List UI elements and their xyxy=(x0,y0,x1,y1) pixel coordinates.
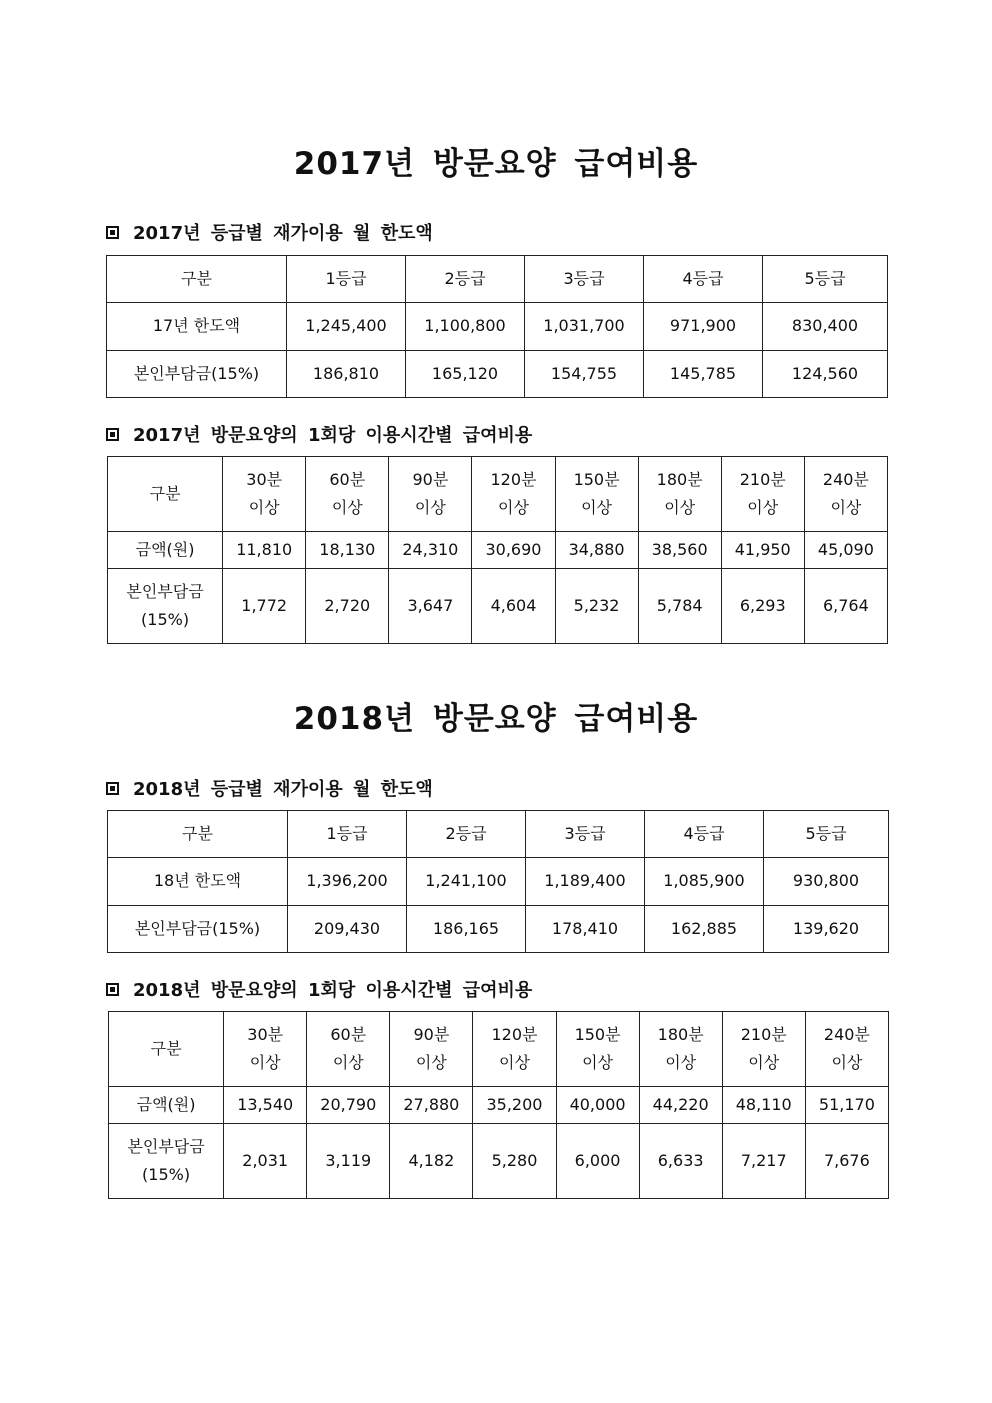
time-label: 240분 xyxy=(823,1024,870,1044)
table-cell xyxy=(804,457,887,532)
table-cell: 3,119 xyxy=(307,1124,390,1199)
table-row xyxy=(108,457,888,532)
table-cell: 5,280 xyxy=(473,1124,556,1199)
table-cell: 178,410 xyxy=(526,905,645,952)
table-cell: 186,810 xyxy=(287,350,406,397)
time-suffix: 이상 xyxy=(830,497,862,517)
time-label: 150분 xyxy=(574,1024,621,1044)
table-row xyxy=(108,858,889,905)
table-cell: 20,790 xyxy=(307,1086,390,1124)
table-cell: 4,182 xyxy=(390,1124,473,1199)
table-row xyxy=(107,256,888,303)
table-cell xyxy=(556,1012,639,1087)
table-cell xyxy=(721,457,804,532)
table-cell: 본인부담금(15%) xyxy=(108,905,288,952)
table-cell: 1등급 xyxy=(287,256,406,303)
table-cell: 186,165 xyxy=(407,905,526,952)
table-cell xyxy=(109,1124,224,1199)
table-cell: 6,764 xyxy=(804,569,887,644)
table-cell xyxy=(472,457,555,532)
table-row xyxy=(109,1124,889,1199)
table-cell: 3등급 xyxy=(525,256,644,303)
table-cell xyxy=(224,1012,307,1087)
table-cell: 2등급 xyxy=(406,256,525,303)
table-cell: 구분 xyxy=(108,811,288,858)
table-cell xyxy=(307,1012,390,1087)
table-cell xyxy=(389,457,472,532)
table-cell: 971,900 xyxy=(644,303,763,350)
table-cell: 124,560 xyxy=(763,350,888,397)
table-cell: 209,430 xyxy=(288,905,407,952)
table-cell: 930,800 xyxy=(764,858,889,905)
page-title-2018: 2018년 방문요양 급여비용 xyxy=(293,701,699,737)
time-label: 60분 xyxy=(330,1024,367,1044)
table-cell: 40,000 xyxy=(556,1086,639,1124)
table-cell: 본인부담금(15%) xyxy=(107,350,287,397)
table-cell: 6,000 xyxy=(556,1124,639,1199)
table-cell: 2,031 xyxy=(224,1124,307,1199)
time-label: 90분 xyxy=(413,1024,450,1044)
time-suffix: 이상 xyxy=(415,1052,447,1072)
time-suffix: 이상 xyxy=(665,1052,697,1072)
time-table-2018 xyxy=(108,1011,889,1199)
table-cell: 1등급 xyxy=(288,811,407,858)
square-bullet-icon xyxy=(106,983,119,996)
time-suffix: 이상 xyxy=(498,497,529,517)
table-cell: 7,676 xyxy=(805,1124,888,1199)
time-suffix: 이상 xyxy=(581,497,613,517)
time-label: 30분 xyxy=(247,1024,284,1044)
table-cell: 4등급 xyxy=(645,811,764,858)
time-suffix: 이상 xyxy=(748,1052,780,1072)
table-cell xyxy=(473,1012,556,1087)
time-suffix: 이상 xyxy=(249,1052,281,1072)
table-cell: 구분 xyxy=(109,1012,224,1087)
table-cell: 17년 한도액 xyxy=(107,303,287,350)
time-label: 90분 xyxy=(412,469,449,489)
table-cell xyxy=(638,457,721,532)
heading-text: 2017년 방문요양의 1회당 이용시간별 급여비용 xyxy=(133,425,533,446)
time-suffix: 이상 xyxy=(332,1052,364,1072)
heading-text: 2018년 등급별 재가이용 월 한도액 xyxy=(133,779,433,800)
table-cell: 3등급 xyxy=(526,811,645,858)
table-cell: 45,090 xyxy=(804,531,887,569)
limit-table-2017 xyxy=(106,255,888,398)
table-cell xyxy=(306,457,389,532)
table-cell: 38,560 xyxy=(638,531,721,569)
table-cell: 3,647 xyxy=(389,569,472,644)
table-cell: 154,755 xyxy=(525,350,644,397)
table-row xyxy=(109,1086,889,1124)
copay-percent: (15%) xyxy=(142,1165,191,1185)
table-cell xyxy=(722,1012,805,1087)
table-cell: 1,100,800 xyxy=(406,303,525,350)
table-cell xyxy=(390,1012,473,1087)
table-cell: 금액(원) xyxy=(109,1086,224,1124)
table-row xyxy=(108,905,889,952)
time-label: 150분 xyxy=(573,469,620,489)
table-cell: 6,293 xyxy=(721,569,804,644)
time-label: 60분 xyxy=(329,469,366,489)
table-cell: 4,604 xyxy=(472,569,555,644)
copay-label: 본인부담금 xyxy=(126,582,204,602)
table-cell: 1,241,100 xyxy=(407,858,526,905)
table-cell: 830,400 xyxy=(763,303,888,350)
table-cell: 1,772 xyxy=(223,569,306,644)
copay-label: 본인부담금 xyxy=(127,1137,205,1157)
table-cell: 30,690 xyxy=(472,531,555,569)
table-cell: 1,085,900 xyxy=(645,858,764,905)
table-cell: 5,784 xyxy=(638,569,721,644)
table-cell: 13,540 xyxy=(224,1086,307,1124)
time-label: 240분 xyxy=(822,469,869,489)
table-row xyxy=(107,350,888,397)
time-label: 180분 xyxy=(657,1024,704,1044)
table-cell: 18년 한도액 xyxy=(108,858,288,905)
section-heading-time-2017 xyxy=(106,421,532,447)
table-cell: 35,200 xyxy=(473,1086,556,1124)
table-cell xyxy=(223,457,306,532)
table-cell: 139,620 xyxy=(764,905,889,952)
square-bullet-icon xyxy=(106,226,119,239)
table-cell xyxy=(108,569,223,644)
section-heading-limit-2017 xyxy=(106,219,433,245)
table-cell: 145,785 xyxy=(644,350,763,397)
square-bullet-icon xyxy=(106,428,119,441)
table-cell: 18,130 xyxy=(306,531,389,569)
page-title-2017: 2017년 방문요양 급여비용 xyxy=(293,146,699,182)
table-cell: 7,217 xyxy=(722,1124,805,1199)
time-suffix: 이상 xyxy=(582,1052,614,1072)
table-cell: 11,810 xyxy=(223,531,306,569)
table-cell: 6,633 xyxy=(639,1124,722,1199)
heading-text: 2017년 등급별 재가이용 월 한도액 xyxy=(133,223,433,244)
table-row xyxy=(109,1012,889,1087)
time-suffix: 이상 xyxy=(499,1052,530,1072)
time-suffix: 이상 xyxy=(664,497,696,517)
copay-percent: (15%) xyxy=(141,610,190,630)
time-label: 180분 xyxy=(656,469,703,489)
time-suffix: 이상 xyxy=(747,497,779,517)
table-cell: 1,189,400 xyxy=(526,858,645,905)
time-table-2017 xyxy=(107,456,888,644)
table-cell: 48,110 xyxy=(722,1086,805,1124)
time-suffix: 이상 xyxy=(831,1052,863,1072)
table-cell: 5등급 xyxy=(763,256,888,303)
table-cell xyxy=(639,1012,722,1087)
table-row xyxy=(108,531,888,569)
heading-text: 2018년 방문요양의 1회당 이용시간별 급여비용 xyxy=(133,980,533,1001)
table-cell: 34,880 xyxy=(555,531,638,569)
limit-table-2018 xyxy=(107,810,889,953)
time-label: 120분 xyxy=(490,469,537,489)
table-row xyxy=(107,303,888,350)
section-heading-limit-2018 xyxy=(106,775,433,801)
table-cell: 27,880 xyxy=(390,1086,473,1124)
table-cell: 162,885 xyxy=(645,905,764,952)
table-cell: 2,720 xyxy=(306,569,389,644)
table-cell: 51,170 xyxy=(805,1086,888,1124)
table-cell: 구분 xyxy=(107,256,287,303)
table-cell xyxy=(805,1012,888,1087)
table-cell: 4등급 xyxy=(644,256,763,303)
time-label: 30분 xyxy=(246,469,283,489)
time-label: 210분 xyxy=(740,1024,787,1044)
table-cell: 금액(원) xyxy=(108,531,223,569)
table-cell: 1,396,200 xyxy=(288,858,407,905)
table-cell: 41,950 xyxy=(721,531,804,569)
table-cell: 44,220 xyxy=(639,1086,722,1124)
table-cell: 구분 xyxy=(108,457,223,532)
time-label: 120분 xyxy=(491,1024,538,1044)
section-heading-time-2018 xyxy=(106,976,532,1002)
table-row xyxy=(108,811,889,858)
square-bullet-icon xyxy=(106,782,119,795)
time-suffix: 이상 xyxy=(331,497,363,517)
table-cell: 165,120 xyxy=(406,350,525,397)
table-cell: 2등급 xyxy=(407,811,526,858)
table-cell: 24,310 xyxy=(389,531,472,569)
time-suffix: 이상 xyxy=(414,497,446,517)
table-cell: 1,031,700 xyxy=(525,303,644,350)
time-label: 210분 xyxy=(739,469,786,489)
table-cell: 1,245,400 xyxy=(287,303,406,350)
table-cell: 5등급 xyxy=(764,811,889,858)
time-suffix: 이상 xyxy=(248,497,280,517)
table-cell xyxy=(555,457,638,532)
table-cell: 5,232 xyxy=(555,569,638,644)
table-row xyxy=(108,569,888,644)
